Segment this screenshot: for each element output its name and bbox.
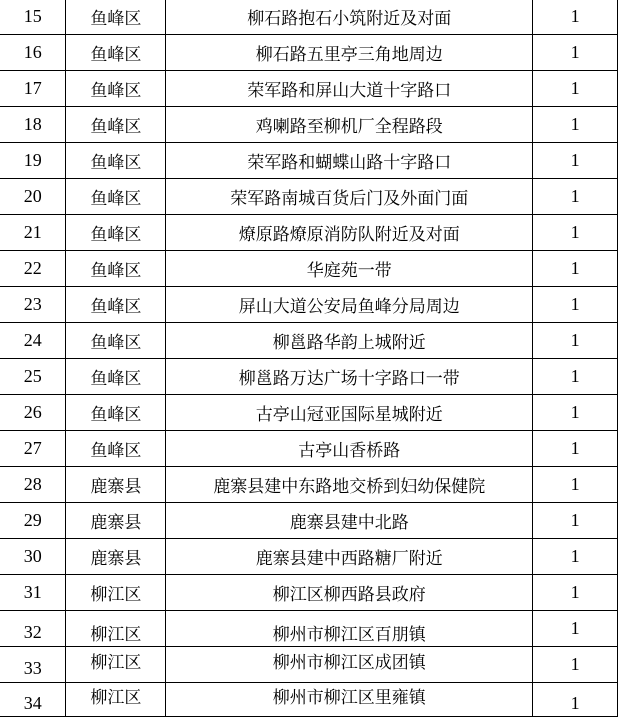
table-row: [0, 215, 618, 251]
district-cell: 鹿寨县: [66, 503, 166, 539]
district-cell: 鱼峰区: [66, 323, 166, 359]
location-cell: 鹿寨县建中西路糖厂附近: [166, 539, 533, 575]
row-number: 17: [0, 71, 66, 107]
row-number: 21: [0, 215, 66, 251]
location-cell: 荣军路和屏山大道十字路口: [166, 71, 533, 107]
count-cell: 1: [533, 611, 618, 647]
row-number: 15: [0, 0, 66, 35]
count-cell: 1: [533, 215, 618, 251]
district-cell: 鹿寨县: [66, 539, 166, 575]
row-number: 20: [0, 179, 66, 215]
count-cell: 1: [533, 467, 618, 503]
row-number: 16: [0, 35, 66, 71]
location-cell: 鹿寨县建中北路: [166, 503, 533, 539]
table-row: [0, 359, 618, 395]
row-number: 23: [0, 287, 66, 323]
district-text: 柳江区: [90, 625, 142, 645]
count-cell: 1: [533, 395, 618, 431]
location-cell: 古亭山冠亚国际星城附近: [166, 395, 533, 431]
count-cell: 1: [533, 503, 618, 539]
count-cell: 1: [533, 143, 618, 179]
table-row: [0, 647, 618, 683]
count-cell: [533, 683, 618, 717]
table-row: [0, 683, 618, 717]
district-cell: 鱼峰区: [66, 143, 166, 179]
location-cell: 古亭山香桥路: [166, 431, 533, 467]
district-cell: 鱼峰区: [66, 395, 166, 431]
location-cell: 柳石路抱石小筑附近及对面: [166, 0, 533, 35]
row-number: 31: [0, 575, 66, 611]
district-cell: 鱼峰区: [66, 71, 166, 107]
location-cell: [166, 611, 533, 647]
row-number: 26: [0, 395, 66, 431]
row-number: 25: [0, 359, 66, 395]
table-row: [0, 143, 618, 179]
district-text: 柳江区: [90, 688, 142, 708]
district-cell: 鱼峰区: [66, 0, 166, 35]
location-cell: 荣军路和蝴蝶山路十字路口: [166, 143, 533, 179]
location-cell: 柳石路五里亭三角地周边: [166, 35, 533, 71]
count-cell: 1: [533, 431, 618, 467]
count-cell: 1: [533, 0, 618, 35]
district-cell: [66, 647, 166, 683]
table-row: [0, 251, 618, 287]
district-cell: [66, 611, 166, 647]
table-row: [0, 179, 618, 215]
row-number: [0, 647, 66, 683]
count-cell: 1: [533, 287, 618, 323]
district-cell: 鱼峰区: [66, 35, 166, 71]
table-row: [0, 575, 618, 611]
district-cell: 鱼峰区: [66, 215, 166, 251]
row-number: 24: [0, 323, 66, 359]
table-row: [0, 503, 618, 539]
district-cell: [66, 683, 166, 717]
location-cell: 燎原路燎原消防队附近及对面: [166, 215, 533, 251]
row-number-text: 33: [23, 658, 42, 678]
district-cell: 鹿寨县: [66, 467, 166, 503]
row-number: 28: [0, 467, 66, 503]
table-row: [0, 431, 618, 467]
location-cell: 鹿寨县建中东路地交桥到妇幼保健院: [166, 467, 533, 503]
location-cell: [166, 647, 533, 683]
district-cell: 鱼峰区: [66, 107, 166, 143]
table-row: [0, 0, 618, 35]
location-cell: 华庭苑一带: [166, 251, 533, 287]
location-cell: 柳邕路华韵上城附近: [166, 323, 533, 359]
district-cell: 柳江区: [66, 575, 166, 611]
district-cell: 鱼峰区: [66, 179, 166, 215]
table-row: [0, 71, 618, 107]
district-text: 柳江区: [90, 653, 142, 673]
count-cell: 1: [533, 575, 618, 611]
row-number: 29: [0, 503, 66, 539]
row-number: 22: [0, 251, 66, 287]
row-number: [0, 683, 66, 717]
row-number: 19: [0, 143, 66, 179]
location-text: 柳州市柳江区里雍镇: [272, 688, 426, 708]
table-row: [0, 35, 618, 71]
location-text: 柳州市柳江区百朋镇: [272, 625, 426, 645]
table-row: [0, 611, 618, 647]
district-cell: 鱼峰区: [66, 251, 166, 287]
location-cell: 鸡喇路至柳机厂全程路段: [166, 107, 533, 143]
count-text: 1: [570, 693, 580, 713]
count-cell: 1: [533, 251, 618, 287]
row-number: [0, 611, 66, 647]
location-cell: [166, 683, 533, 717]
location-cell: 柳江区柳西路县政府: [166, 575, 533, 611]
location-cell: 荣军路南城百货后门及外面门面: [166, 179, 533, 215]
count-cell: 1: [533, 107, 618, 143]
row-number-text: 32: [23, 622, 42, 642]
table-row: [0, 539, 618, 575]
row-number: 18: [0, 107, 66, 143]
count-cell: 1: [533, 539, 618, 575]
table-row: [0, 467, 618, 503]
district-cell: 鱼峰区: [66, 287, 166, 323]
row-number: 30: [0, 539, 66, 575]
row-number-text: 34: [23, 693, 42, 713]
count-cell: 1: [533, 35, 618, 71]
table-row: [0, 395, 618, 431]
count-cell: 1: [533, 647, 618, 683]
count-cell: 1: [533, 323, 618, 359]
district-cell: 鱼峰区: [66, 431, 166, 467]
table-row: [0, 323, 618, 359]
row-number: 27: [0, 431, 66, 467]
location-cell: 屏山大道公安局鱼峰分局周边: [166, 287, 533, 323]
location-text: 柳州市柳江区成团镇: [272, 653, 426, 673]
district-cell: 鱼峰区: [66, 359, 166, 395]
count-cell: 1: [533, 179, 618, 215]
table-row: [0, 287, 618, 323]
location-cell: 柳邕路万达广场十字路口一带: [166, 359, 533, 395]
table-row: [0, 107, 618, 143]
count-cell: 1: [533, 359, 618, 395]
count-cell: 1: [533, 71, 618, 107]
